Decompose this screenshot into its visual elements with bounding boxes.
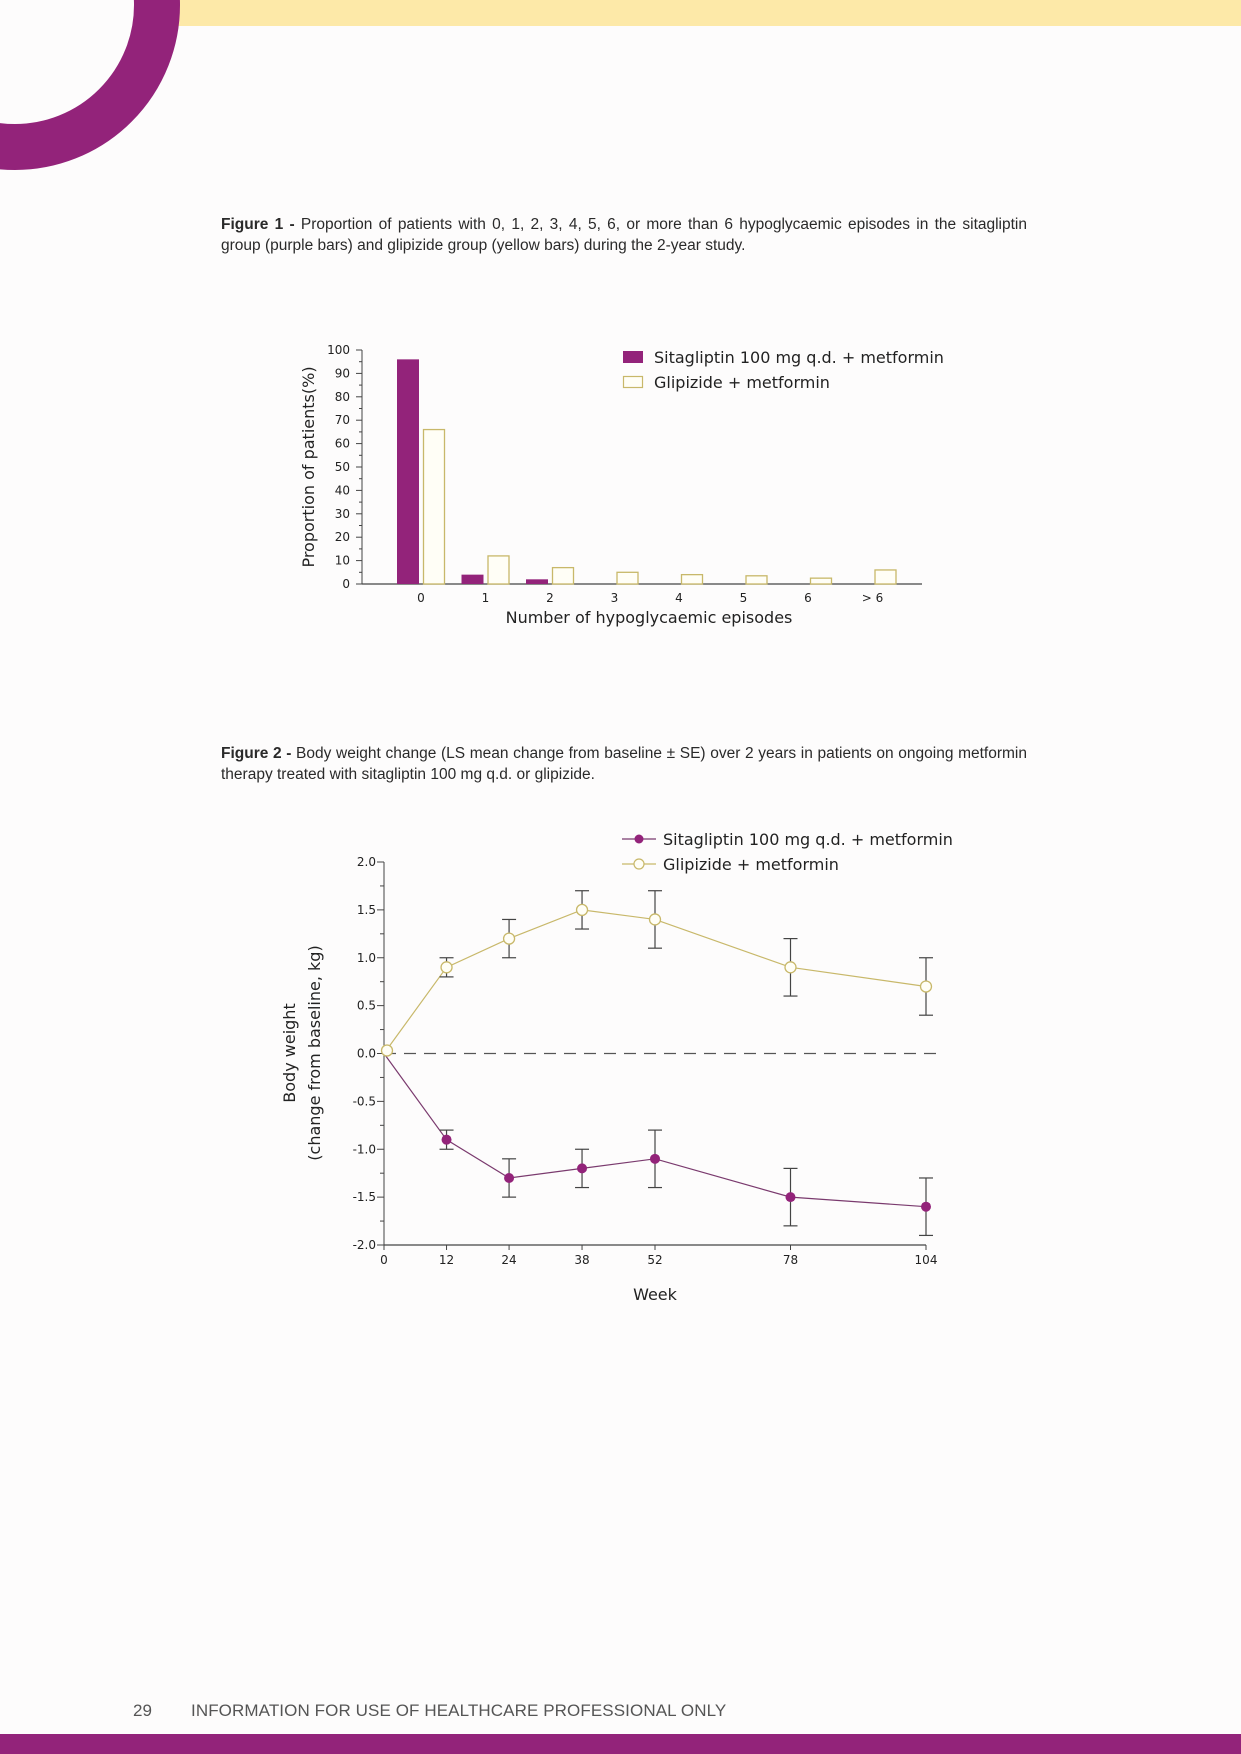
data-point-sitagliptin — [921, 1202, 931, 1212]
y-axis-label: Body weight — [280, 1003, 299, 1103]
bar-sitagliptin — [462, 575, 484, 584]
y-tick-label: 0.5 — [356, 998, 376, 1013]
data-point-glipizide — [921, 981, 932, 992]
data-point-sitagliptin — [650, 1154, 660, 1164]
x-tick-label: 104 — [914, 1253, 938, 1267]
x-tick-label: 78 — [782, 1253, 799, 1267]
bar-glipizide — [746, 576, 767, 584]
data-point-sitagliptin — [442, 1135, 452, 1145]
data-point-glipizide — [650, 914, 661, 925]
x-tick-label: 3 — [610, 591, 619, 605]
data-point-glipizide — [504, 933, 515, 944]
y-tick-label: 0 — [342, 577, 350, 591]
legend-label: Glipizide + metformin — [654, 373, 830, 392]
y-tick-label: 0.0 — [356, 1046, 376, 1061]
decorative-arc — [0, 0, 180, 170]
y-tick-label: 40 — [334, 483, 350, 498]
figure2-label: Figure 2 - — [221, 745, 292, 762]
figure2-caption — [221, 743, 1027, 785]
x-tick-label: 5 — [739, 591, 748, 605]
figure1-bar-chart — [0, 330, 1241, 630]
x-axis-label: Week — [633, 1285, 677, 1304]
data-point-glipizide — [577, 904, 588, 915]
bar-glipizide — [617, 572, 638, 584]
bar-glipizide — [553, 568, 574, 584]
bar-glipizide — [682, 575, 703, 584]
x-tick-label: 52 — [647, 1253, 663, 1267]
figure2-caption-text: Body weight change (LS mean change from baseline ± SE) over 2 years in patients on ongoing metformin therapy treated with sitagliptin 100 mg q.d. or glipizide. — [221, 745, 1027, 783]
x-tick-label: 12 — [438, 1253, 455, 1267]
bar-sitagliptin — [526, 579, 548, 584]
y-tick-label: 70 — [334, 413, 350, 428]
x-tick-label: 4 — [675, 591, 683, 605]
x-tick-label: > 6 — [861, 591, 884, 605]
data-point-glipizide — [382, 1045, 393, 1056]
y-axis-label-units: (change from baseline, kg) — [305, 945, 324, 1161]
y-tick-label: 80 — [334, 389, 350, 404]
y-tick-label: 20 — [334, 530, 350, 545]
legend-marker-sitagliptin — [635, 835, 644, 844]
x-tick-label: 2 — [546, 591, 554, 605]
x-tick-label: 0 — [380, 1253, 388, 1267]
figure1-caption — [221, 214, 1027, 256]
data-point-sitagliptin — [577, 1163, 587, 1173]
legend-label: Glipizide + metformin — [663, 855, 839, 874]
y-tick-label: 1.0 — [356, 950, 376, 965]
figure1-label: Figure 1 - — [221, 216, 295, 233]
footer-disclaimer: INFORMATION FOR USE OF HEALTHCARE PROFESSIONAL ONLY — [191, 1701, 727, 1720]
figure1-caption-text: Proportion of patients with 0, 1, 2, 3, 4, 5, 6, or more than 6 hypoglycaemic episodes in the sitagliptin group (purple bars) and glipizide group (yellow bars) during the 2-year study. — [221, 216, 1027, 254]
y-tick-label: -1.0 — [352, 1142, 376, 1157]
legend-label: Sitagliptin 100 mg q.d. + metformin — [663, 830, 953, 849]
y-tick-label: 60 — [334, 436, 350, 451]
y-tick-label: 1.5 — [356, 902, 376, 917]
x-tick-label: 38 — [574, 1253, 590, 1267]
x-tick-label: 1 — [481, 591, 490, 605]
y-tick-label: 10 — [334, 553, 350, 568]
data-point-glipizide — [785, 962, 796, 973]
footer-band — [0, 1734, 1241, 1754]
legend-label: Sitagliptin 100 mg q.d. + metformin — [654, 348, 944, 367]
legend-swatch-glipizide — [624, 377, 643, 388]
x-axis-label: Number of hypoglycaemic episodes — [505, 608, 793, 627]
data-point-sitagliptin — [504, 1173, 514, 1183]
data-point-sitagliptin — [786, 1192, 796, 1202]
bar-glipizide — [811, 578, 832, 584]
y-tick-label: 50 — [334, 460, 350, 474]
y-tick-label: 30 — [334, 506, 350, 521]
header-band — [150, 0, 1241, 26]
x-tick-label: 0 — [417, 591, 425, 605]
y-axis-label: Proportion of patients(%) — [299, 366, 318, 568]
y-tick-label: -2.0 — [352, 1238, 376, 1252]
legend-marker-glipizide — [634, 859, 644, 869]
x-tick-label: 24 — [501, 1253, 517, 1267]
legend-swatch-sitagliptin — [623, 351, 643, 363]
y-tick-label: -0.5 — [352, 1094, 376, 1109]
bar-sitagliptin — [397, 359, 419, 584]
y-tick-label: -1.5 — [352, 1190, 376, 1205]
y-tick-label: 2.0 — [356, 855, 376, 869]
bar-glipizide — [875, 570, 896, 584]
data-point-glipizide — [441, 962, 452, 973]
x-tick-label: 6 — [804, 591, 812, 605]
y-tick-label: 100 — [327, 343, 350, 357]
figure2-line-chart — [0, 820, 1241, 1310]
bar-glipizide — [488, 556, 509, 584]
y-tick-label: 90 — [334, 366, 350, 381]
page-number: 29 — [133, 1701, 152, 1720]
bar-glipizide — [424, 430, 445, 584]
